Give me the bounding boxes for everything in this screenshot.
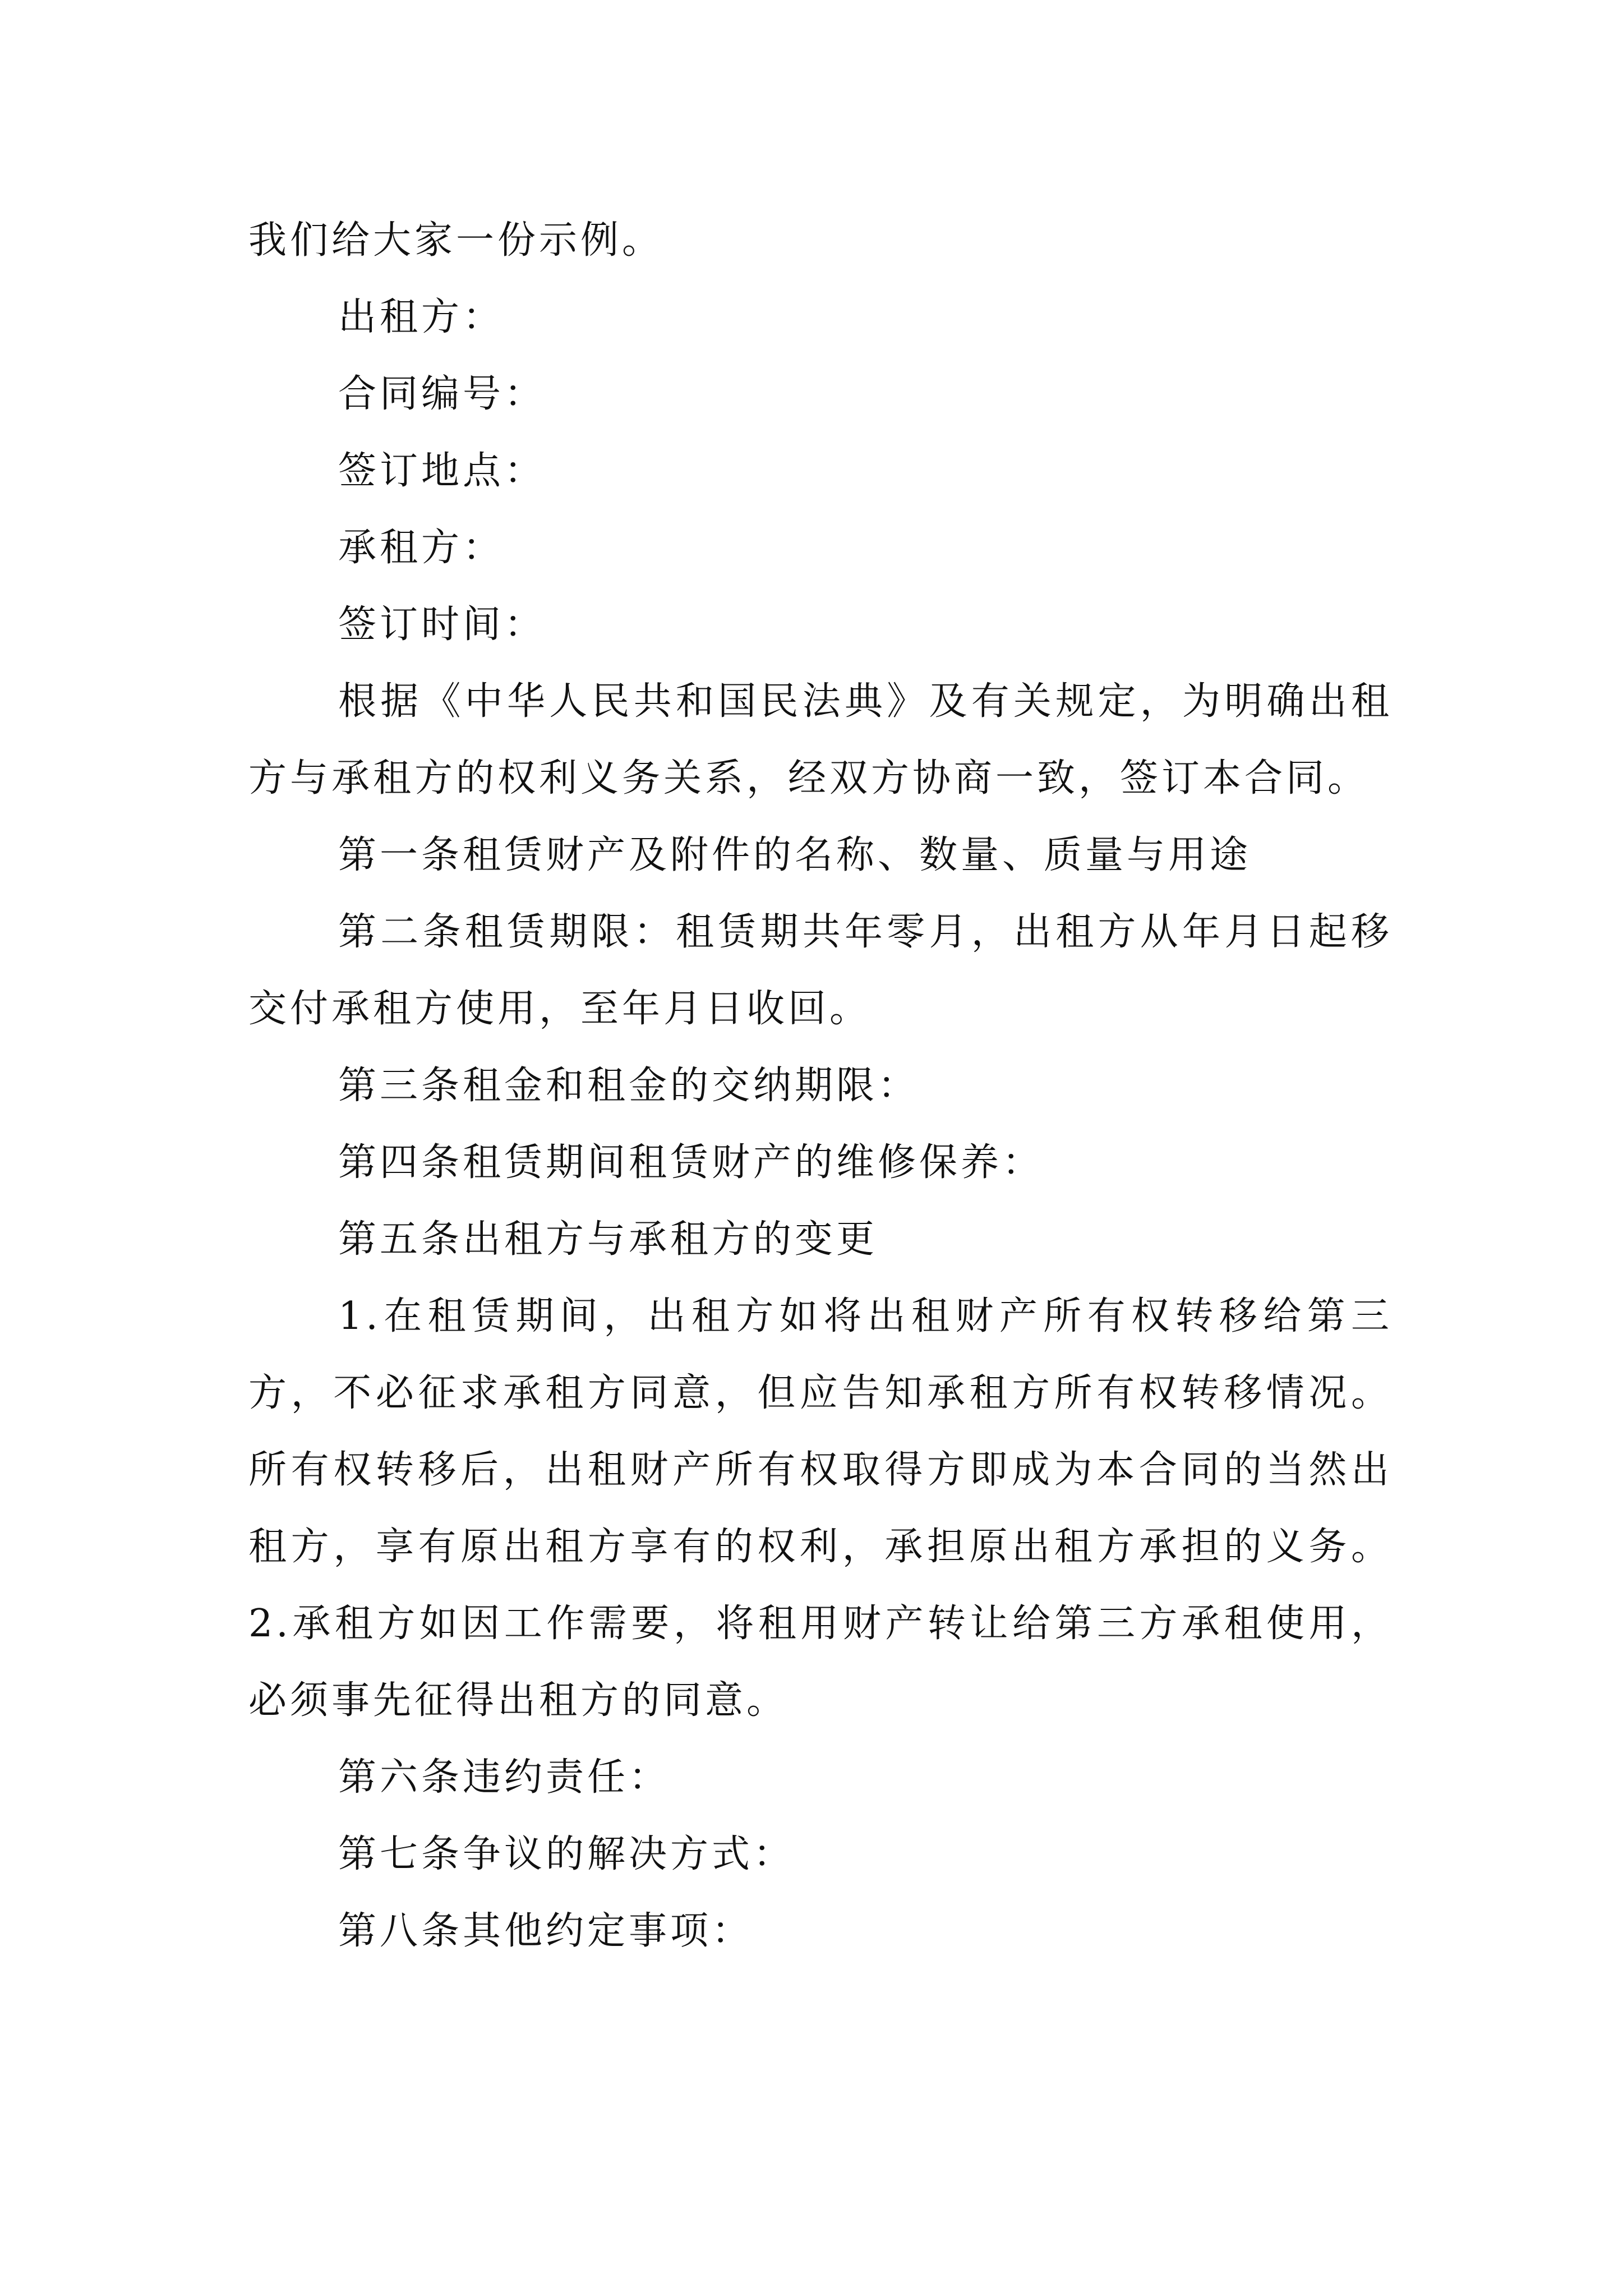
article-5: 第五条出租方与承租方的变更: [338, 1217, 878, 1262]
sign-time-field: 签订时间：: [338, 602, 546, 647]
article-3: 第三条租金和租金的交纳期限：: [338, 1064, 920, 1108]
article-1: 第一条租赁财产及附件的名称、数量、质量与用途: [338, 833, 1252, 877]
sign-place-field: 签订地点：: [338, 449, 546, 493]
lessee-field: 承租方：: [338, 526, 505, 570]
intro-line: 我们给大家一份示例。: [248, 218, 664, 263]
document-body: [248, 202, 1393, 1970]
article-6: 第六条违约责任：: [338, 1755, 671, 1800]
contract-number-field: 合同编号：: [338, 372, 546, 416]
preamble-paragraph: 根据《中华人民共和国民法典》及有关规定，为明确出租方与承租方的权利义务关系，经双方协商一致，签订本合同。: [248, 679, 1393, 800]
lessor-field: 出租方：: [338, 295, 505, 339]
article-2: 第二条租赁期限：租赁期共年零月，出租方从年月日起移交付承租方使用，至年月日收回。: [248, 910, 1393, 1031]
article-4: 第四条租赁期间租赁财产的维修保养：: [338, 1140, 1044, 1185]
article-7: 第七条争议的解决方式：: [338, 1832, 795, 1876]
article-5-body: 1.在租赁期间，出租方如将出租财产所有权转移给第三方，不必征求承租方同意，但应告知承租方所有权转移情况。所有权转移后，出租财产所有权取得方即成为本合同的当然出租方，享有原出租方享有的权利，承担原出租方承担的义务。2.承租方如因工作需要，将租用财产转让给第三方承租使用，必须事先征得出租方的同意。: [248, 1294, 1393, 1723]
article-8: 第八条其他约定事项：: [338, 1909, 754, 1953]
